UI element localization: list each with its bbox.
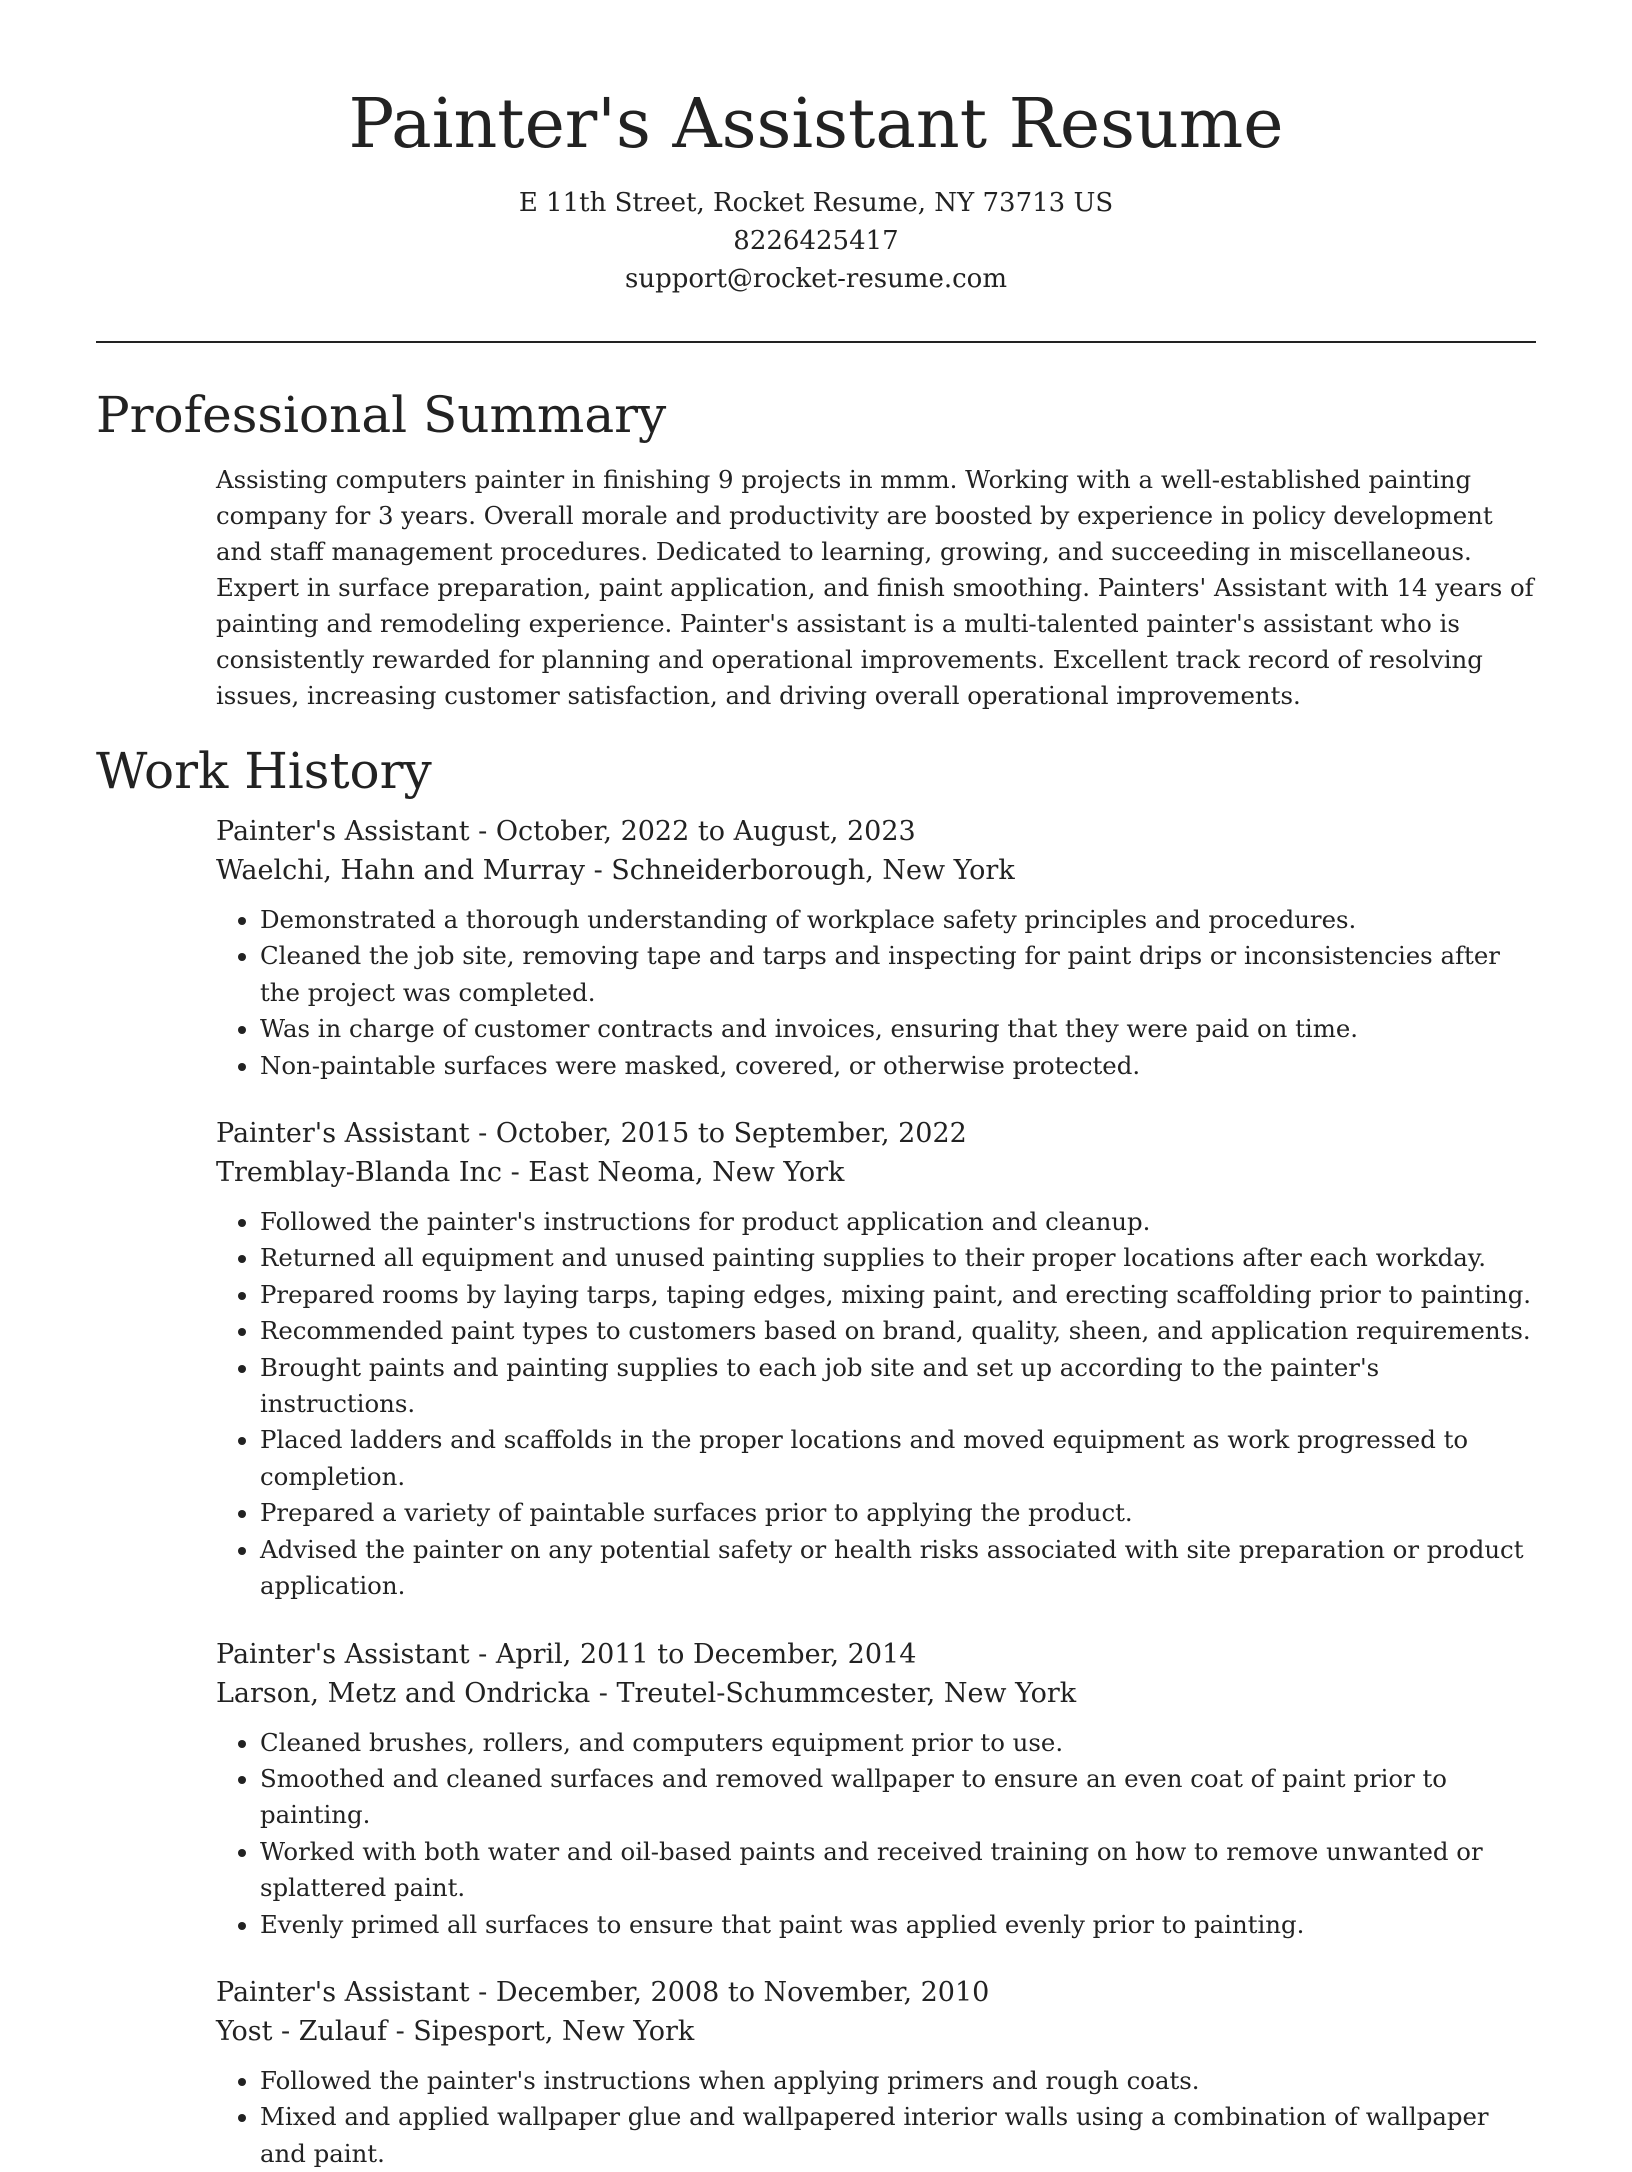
job-dates: - December, 2008 to November, 2010	[469, 1976, 990, 2008]
list-item: • Recommended paint types to customers based on brand, quality, sheen, and application requirements.	[260, 1313, 1536, 1349]
work-history-heading: Work History	[96, 742, 432, 800]
header-divider	[96, 341, 1536, 343]
list-item: • Demonstrated a thorough understanding of workplace safety principles and procedures.	[260, 902, 1536, 938]
summary-text: Assisting computers painter in finishing 9 projects in mmm. Working with a well-established painting company for 3 years. Overall morale and productivity are boosted by experience in policy development and staff management procedures. Dedicated to learning, growing, and succeeding in miscellaneous. Expert in surface preparation, paint application, and finish smoothing. Painters' Assistant with 14 years of painting and remodeling experience. Painter's assistant is a multi-talented painter's assistant who is consistently rewarded for planning and operational improvements. Excellent track record of resolving issues, increasing customer satisfaction, and driving overall operational improvements.	[216, 465, 1534, 710]
list-item: • Advised the painter on any potential safety or health risks associated with site preparation or product application.	[260, 1532, 1536, 1605]
job-bullets	[216, 2063, 1536, 2172]
job-dates: - October, 2015 to September, 2022	[469, 1118, 967, 1150]
resume-title: Painter's Assistant Resume	[348, 85, 1284, 164]
job-company-line	[216, 1153, 1536, 1192]
job-bullets	[216, 1725, 1536, 1943]
contact-address: E 11th Street, Rocket Resume, NY 73713 US	[518, 188, 1114, 218]
job-company: Yost - Zulauf	[216, 2015, 387, 2047]
resume-content	[96, 380, 1536, 2172]
contact-email: support@rocket-resume.com	[624, 264, 1007, 294]
list-item: • Returned all equipment and unused painting supplies to their proper locations after each workday.	[260, 1240, 1536, 1276]
job-company-line	[216, 1674, 1536, 1713]
job-role: Painter's Assistant	[216, 1638, 470, 1670]
list-item: • Brought paints and painting supplies to each job site and set up according to the painter's instructions.	[260, 1350, 1536, 1423]
job-role: Painter's Assistant	[216, 816, 470, 847]
job-entry	[216, 1114, 1536, 1604]
list-item: • Smoothed and cleaned surfaces and removed wallpaper to ensure an even coat of paint prior to painting.	[260, 1761, 1536, 1834]
summary-heading: Professional Summary	[96, 386, 667, 444]
list-item: • Evenly primed all surfaces to ensure that paint was applied evenly prior to painting.	[260, 1907, 1536, 1943]
contact-block	[0, 184, 1632, 298]
job-entry	[216, 812, 1536, 1084]
job-location: - East Neoma, New York	[502, 1157, 845, 1189]
list-item: • Prepared a variety of paintable surfaces prior to applying the product.	[260, 1495, 1536, 1531]
job-bullets	[216, 1204, 1536, 1604]
job-role: Painter's Assistant	[216, 1976, 470, 2008]
resume-header	[0, 0, 1632, 298]
job-company: Larson, Metz and Ondricka	[216, 1677, 591, 1709]
job-entry	[216, 1635, 1536, 1943]
job-title-line	[216, 1973, 1536, 2012]
list-item: • Placed ladders and scaffolds in the proper locations and moved equipment as work progressed to completion.	[260, 1422, 1536, 1495]
job-location: - Schneiderborough, New York	[584, 855, 1015, 886]
job-title-line	[216, 1114, 1536, 1153]
job-location: - Treutel-Schummcester, New York	[590, 1677, 1077, 1709]
job-location: - Sipesport, New York	[387, 2015, 695, 2047]
job-title-line	[216, 812, 1536, 851]
summary-section	[216, 462, 1536, 714]
list-item: • Was in charge of customer contracts and invoices, ensuring that they were paid on time.	[260, 1011, 1536, 1047]
contact-phone: 8226425417	[733, 226, 899, 256]
job-dates: - April, 2011 to December, 2014	[469, 1638, 917, 1670]
list-item: • Cleaned brushes, rollers, and computers equipment prior to use.	[260, 1725, 1536, 1761]
list-item: • Worked with both water and oil-based paints and received training on how to remove unwanted or splattered paint.	[260, 1834, 1536, 1907]
job-entry	[216, 1973, 1536, 2172]
list-item: • Non-paintable surfaces were masked, covered, or otherwise protected.	[260, 1048, 1536, 1084]
job-role: Painter's Assistant	[216, 1118, 470, 1150]
job-company: Tremblay-Blanda Inc	[216, 1157, 502, 1189]
work-history-section	[216, 812, 1536, 2172]
list-item: • Cleaned the job site, removing tape and tarps and inspecting for paint drips or inconsistencies after the project was completed.	[260, 938, 1536, 1011]
job-company: Waelchi, Hahn and Murray	[216, 855, 585, 886]
list-item: • Followed the painter's instructions for product application and cleanup.	[260, 1204, 1536, 1240]
job-company-line	[216, 851, 1536, 890]
job-title-line	[216, 1635, 1536, 1674]
list-item: • Mixed and applied wallpaper glue and wallpapered interior walls using a combination of wallpaper and paint.	[260, 2099, 1536, 2172]
job-dates: - October, 2022 to August, 2023	[469, 816, 916, 847]
job-bullets	[216, 902, 1536, 1084]
list-item: • Prepared rooms by laying tarps, taping edges, mixing paint, and erecting scaffolding prior to painting.	[260, 1277, 1536, 1313]
job-company-line	[216, 2012, 1536, 2051]
list-item: • Followed the painter's instructions when applying primers and rough coats.	[260, 2063, 1536, 2099]
